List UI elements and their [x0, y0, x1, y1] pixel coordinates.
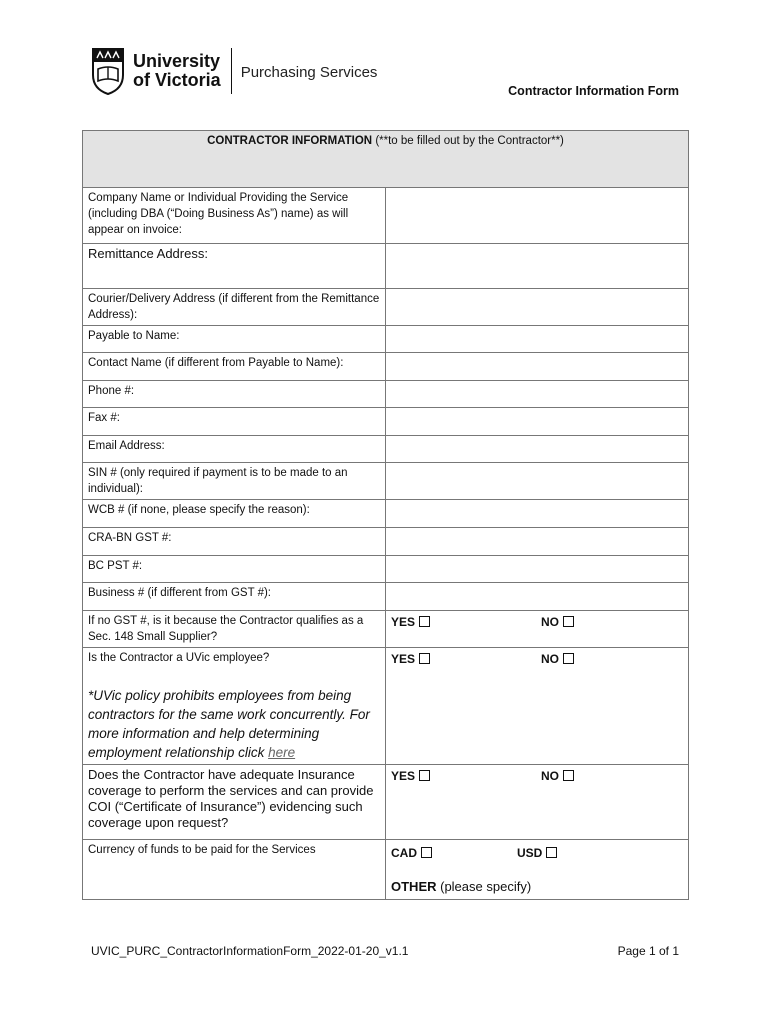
document-id: UVIC_PURC_ContractorInformationForm_2022-01-20_v1.1: [91, 944, 409, 958]
row-label: Is the Contractor a UVic employee?: [88, 652, 270, 664]
logo-divider: [231, 48, 232, 94]
no-label: NO: [541, 769, 559, 783]
company-name-field[interactable]: [386, 188, 689, 244]
row-label: Company Name or Individual Providing the Service (including DBA (“Doing Business As”) name) as will appear on invoice:: [83, 188, 386, 244]
cad-label: CAD: [391, 846, 417, 860]
yes-label: YES: [391, 769, 416, 783]
table-title-bold: CONTRACTOR INFORMATION: [207, 135, 373, 147]
gst-field[interactable]: [386, 528, 689, 556]
usd-label: USD: [517, 846, 543, 860]
table-row: [83, 326, 689, 353]
row-label: Currency of funds to be paid for the Services: [83, 840, 386, 900]
table-row: [83, 244, 689, 289]
table-row: [83, 840, 689, 900]
table-row: [83, 765, 689, 840]
small-supplier-yes-checkbox[interactable]: [419, 616, 430, 627]
cad-checkbox[interactable]: [421, 847, 432, 858]
table-row: [83, 381, 689, 408]
table-header: [83, 131, 689, 188]
table-row: [83, 648, 689, 765]
remittance-address-field[interactable]: [386, 244, 689, 289]
payable-to-name-field[interactable]: [386, 326, 689, 353]
small-supplier-no-checkbox[interactable]: [563, 616, 574, 627]
no-label: NO: [541, 652, 559, 666]
sin-field[interactable]: [386, 463, 689, 500]
pst-field[interactable]: [386, 556, 689, 583]
table-row: [83, 188, 689, 244]
table-row: [83, 611, 689, 648]
table-row: [83, 463, 689, 500]
insurance-options: [386, 765, 689, 840]
university-name-line2: of Victoria: [133, 70, 221, 90]
university-name-line1: University: [133, 51, 221, 71]
other-currency[interactable]: [391, 879, 683, 895]
table-row: [83, 556, 689, 583]
other-label: OTHER: [391, 879, 437, 894]
uvic-crest-icon: [91, 47, 125, 95]
form-title: Contractor Information Form: [508, 84, 679, 98]
row-label: Phone #:: [83, 381, 386, 408]
phone-field[interactable]: [386, 381, 689, 408]
employee-options: [386, 648, 689, 765]
other-note: (please specify): [436, 879, 532, 894]
employee-no-checkbox[interactable]: [563, 653, 574, 664]
row-label: BC PST #:: [83, 556, 386, 583]
small-supplier-options: [386, 611, 689, 648]
row-label: CRA-BN GST #:: [83, 528, 386, 556]
insurance-no-checkbox[interactable]: [563, 770, 574, 781]
insurance-yes-checkbox[interactable]: [419, 770, 430, 781]
courier-address-field[interactable]: [386, 289, 689, 326]
employee-question-cell: [83, 648, 386, 765]
page-number: Page 1 of 1: [617, 944, 679, 958]
table-row: [83, 353, 689, 381]
table-header-row: [83, 131, 689, 188]
row-label: Contact Name (if different from Payable to Name):: [83, 353, 386, 381]
row-label: Business # (if different from GST #):: [83, 583, 386, 611]
policy-link[interactable]: here: [268, 745, 296, 760]
table-row: [83, 408, 689, 436]
table-row: [83, 500, 689, 528]
currency-options: [386, 840, 689, 900]
table-row: [83, 583, 689, 611]
yes-label: YES: [391, 615, 416, 629]
table-row: [83, 528, 689, 556]
employee-policy-note: [88, 686, 380, 762]
row-label: Remittance Address:: [83, 244, 386, 289]
row-label: Fax #:: [83, 408, 386, 436]
row-label: WCB # (if none, please specify the reason):: [83, 500, 386, 528]
row-label: Does the Contractor have adequate Insurance coverage to perform the services and can provide COI (“Certificate of Insurance”) evidencing such coverage upon request?: [83, 765, 386, 840]
no-label: NO: [541, 615, 559, 629]
policy-text: *UVic policy prohibits employees from being contractors for the same work concurrently. For more information and help determining employment relationship click: [88, 688, 370, 760]
uvic-logo: [91, 46, 377, 96]
business-number-field[interactable]: [386, 583, 689, 611]
table-row: [83, 289, 689, 326]
row-label: Courier/Delivery Address (if different from the Remittance Address):: [83, 289, 386, 326]
table-title-note: (**to be filled out by the Contractor**): [372, 135, 564, 147]
row-label: If no GST #, is it because the Contractor qualifies as a Sec. 148 Small Supplier?: [83, 611, 386, 648]
usd-checkbox[interactable]: [546, 847, 557, 858]
department-name: Purchasing Services: [240, 63, 378, 81]
yes-label: YES: [391, 652, 416, 666]
employee-yes-checkbox[interactable]: [419, 653, 430, 664]
row-label: Payable to Name:: [83, 326, 386, 353]
email-field[interactable]: [386, 436, 689, 463]
fax-field[interactable]: [386, 408, 689, 436]
contact-name-field[interactable]: [386, 353, 689, 381]
row-label: Email Address:: [83, 436, 386, 463]
table-row: [83, 436, 689, 463]
row-label: SIN # (only required if payment is to be made to an individual):: [83, 463, 386, 500]
contractor-info-table: [82, 130, 689, 900]
wcb-field[interactable]: [386, 500, 689, 528]
